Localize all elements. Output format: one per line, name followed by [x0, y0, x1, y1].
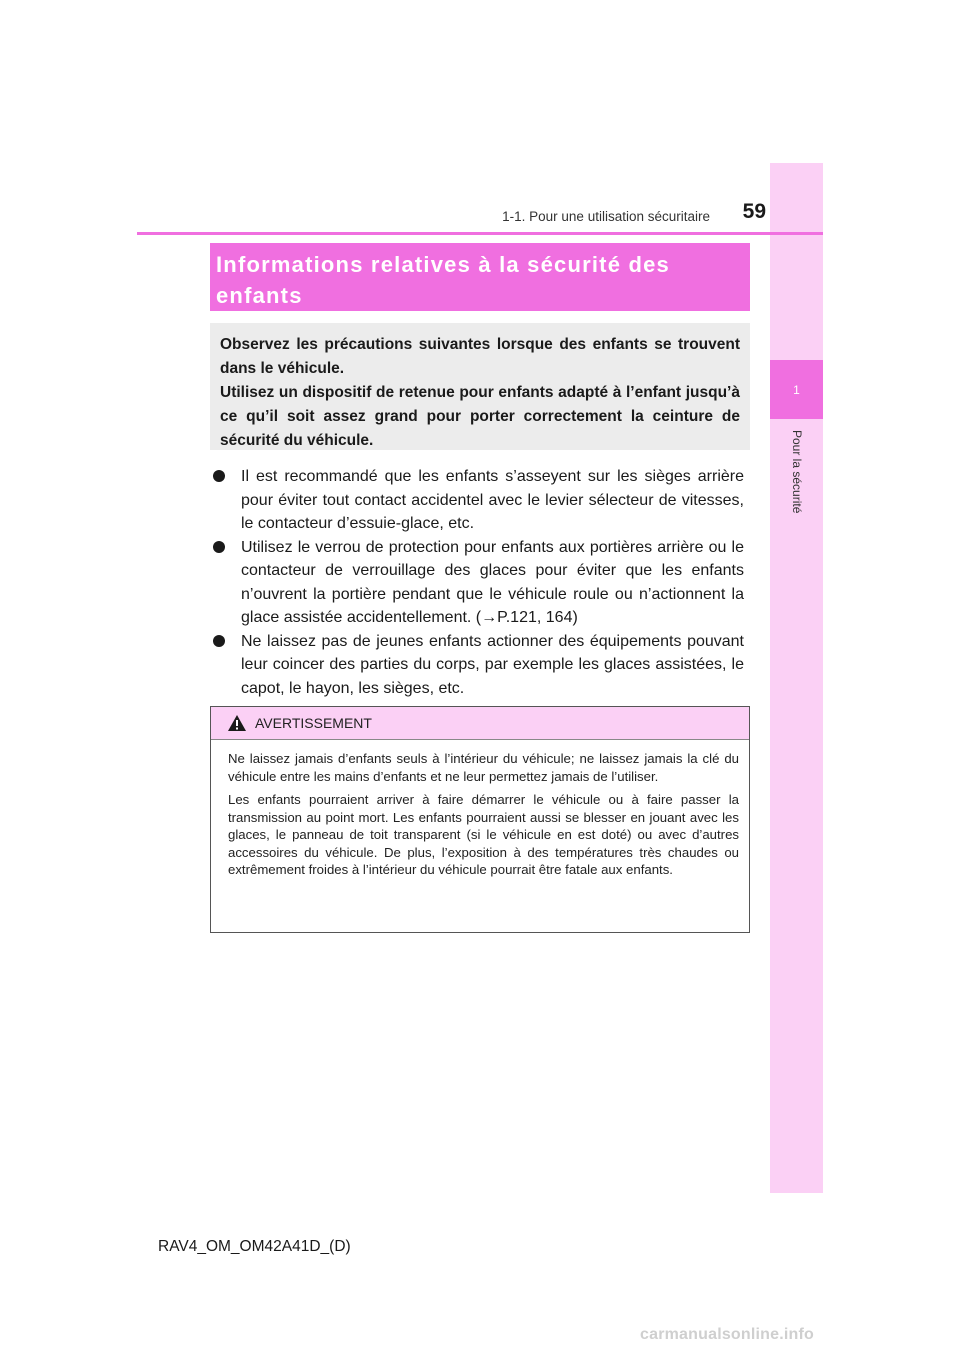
bullet-list — [213, 465, 744, 700]
page-title: Informations relatives à la sécurité des enfants — [210, 243, 750, 311]
warning-box — [210, 706, 750, 933]
section-heading: 1-1. Pour une utilisation sécuritaire — [502, 209, 710, 224]
list-item — [213, 630, 744, 701]
bullet-icon — [213, 635, 225, 647]
intro-box — [210, 323, 750, 450]
document-code: RAV4_OM_OM42A41D_(D) — [158, 1238, 351, 1255]
list-item — [213, 465, 744, 536]
bullet-text: Ne laissez pas de jeunes enfants actionner des équipements pouvant leur coincer des parties du corps, par exemple les glaces assistées, le capot, le hayon, les sièges, etc. — [241, 632, 744, 697]
bullet-icon — [213, 470, 225, 482]
warning-body — [211, 740, 749, 879]
warning-heading: AVERTISSEMENT — [255, 715, 372, 731]
warning-triangle-icon — [227, 714, 247, 732]
warning-paragraph-2: Les enfants pourraient arriver à faire démarrer le véhicule ou à faire passer la transmission au point mort. Les enfants pourraient aussi se blesser en jouant avec les glaces, le panneau de toit transparent (si le véhicule en est doté) ou avec d’autres accessoires du véhicule. De plus, l’exposition à des températures très chaudes ou extrêmement froides à l’intérieur du véhicule pourrait être fatale aux enfants. — [228, 792, 739, 877]
chapter-number-tab — [770, 360, 823, 419]
chapter-side-tab — [770, 163, 823, 1193]
page-number: 59 — [742, 200, 766, 223]
warning-header — [211, 707, 749, 740]
bullet-text: Il est recommandé que les enfants s’asseyent sur les sièges arrière pour éviter tout contact accidentel avec le levier sélecteur de vitesses, le contacteur d’essuie-glace, etc. — [241, 468, 744, 532]
watermark: carmanualsonline.info — [640, 1326, 815, 1343]
header-divider — [137, 232, 823, 235]
chapter-label: Pour la sécurité — [790, 430, 804, 514]
intro-line-1: Observez les précautions suivantes lorsque des enfants se trouvent dans le véhicule. — [220, 336, 740, 377]
intro-line-2: Utilisez un dispositif de retenue pour enfants adapté à l’enfant jusqu’à ce qu’il soit assez grand pour porter correctement la ceinture de sécurité du véhicule. — [220, 384, 740, 449]
chapter-number: 1 — [793, 382, 800, 397]
bullet-text: Utilisez le verrou de protection pour enfants aux portières arrière ou le contacteur de verrouillage des glaces pour éviter que les enfants n’ouvrent la portière pendant que le véhicule roule ou n’actionnent la glace assistée accidentellement. (→P.121, 164) — [241, 538, 744, 626]
bullet-icon — [213, 541, 225, 553]
list-item — [213, 536, 744, 630]
warning-paragraph-1: Ne laissez jamais d’enfants seuls à l’intérieur du véhicule; ne laissez jamais la clé du véhicule entre les mains d’enfants et ne leur permettez jamais de l’utiliser. — [228, 751, 739, 784]
